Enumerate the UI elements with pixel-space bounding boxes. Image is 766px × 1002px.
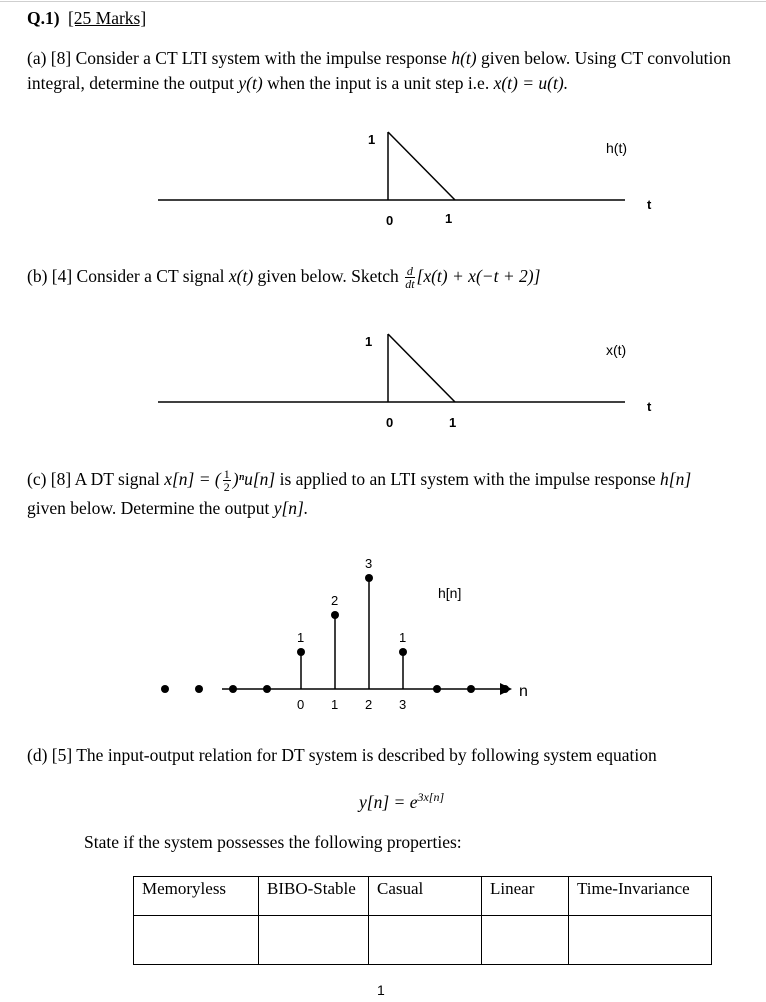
zero-sample-dot <box>161 685 169 693</box>
page-number: 1 <box>377 982 385 998</box>
properties-answer-row <box>134 916 712 965</box>
axis-variable-label: t <box>647 399 652 414</box>
tick-label-0: 0 <box>386 415 394 430</box>
header-casual: Casual <box>369 877 482 916</box>
answer-cell-bibo-stable[interactable] <box>259 916 369 965</box>
part-b-plot <box>0 322 766 432</box>
header-bibo-stable: BIBO-Stable <box>259 877 369 916</box>
answer-cell-memoryless[interactable] <box>134 916 259 965</box>
part-a-line-2: integral, determine the output y(t) when the input is a unit step i.e. x(t) = u(t). <box>27 73 569 93</box>
part-a-equation: x(t) = u(t). <box>493 73 569 93</box>
stem-dot <box>331 611 339 619</box>
part-d-equation: $y[n] = e^{3x[n]}$ <box>359 790 445 812</box>
part-a-plot <box>0 120 766 230</box>
stem-value-label: 3 <box>365 556 373 571</box>
question-number: Q.1) <box>27 8 60 28</box>
stem-dot <box>399 648 407 656</box>
axis-variable-label: n <box>519 683 528 700</box>
part-b-line: (b) [4] Consider a CT signal x(t) given below. Sketch $\frac{d}{dt}$ [x(t) + x(−t + 2)] <box>27 264 541 292</box>
top-rule <box>0 1 766 2</box>
part-c-line-2: given below. Determine the output y[n]. <box>27 498 309 518</box>
question-header <box>27 5 146 31</box>
tick-label-1: 1 <box>449 415 457 430</box>
zero-sample-dot <box>263 685 271 693</box>
plot-label: h(t) <box>606 140 627 156</box>
properties-table <box>133 876 712 965</box>
answer-cell-casual[interactable] <box>369 916 482 965</box>
tick-label: 2 <box>365 697 373 712</box>
plot-label: h[n] <box>438 585 462 601</box>
part-d-instruction: State if the system possesses the following properties: <box>84 832 462 852</box>
peak-label: 1 <box>365 334 373 349</box>
tick-label: 0 <box>297 697 305 712</box>
header-linear: Linear <box>482 877 569 916</box>
zero-sample-dot <box>433 685 441 693</box>
zero-sample-dot <box>501 685 509 693</box>
axis-variable-label: t <box>647 197 652 212</box>
tick-label: 1 <box>331 697 339 712</box>
peak-label: 1 <box>368 132 376 147</box>
derivative-fraction: $\frac{d}{dt}$ <box>405 264 415 292</box>
question-marks: [25 Marks] <box>67 8 147 28</box>
part-a-line-1: (a) [8] Consider a CT LTI system with the impulse response h(t) given below. Using CT convolution <box>27 48 731 68</box>
ramp-down-line <box>388 132 455 200</box>
answer-cell-linear[interactable] <box>482 916 569 965</box>
zero-sample-dot <box>229 685 237 693</box>
header-time-invariance: Time-Invariance <box>569 877 712 916</box>
part-d-line: (d) [5] The input-output relation for DT system is described by following system equation <box>27 745 657 765</box>
zero-sample-dot <box>467 685 475 693</box>
part-c-line-1: (c) [8] A DT signal x[n] = ( $\frac{1}{2}$ )ⁿu[n] is applied to an LTI system with the impulse response h[n] <box>27 467 692 495</box>
tick-label-1: 1 <box>445 211 453 226</box>
properties-header-row <box>134 877 712 916</box>
stem-dot <box>365 574 373 582</box>
header-memoryless: Memoryless <box>134 877 259 916</box>
answer-cell-time-invariance[interactable] <box>569 916 712 965</box>
stem-dot <box>297 648 305 656</box>
h-n-stem-plot <box>0 540 766 710</box>
stem-value-label: 2 <box>331 593 339 608</box>
zero-sample-dot <box>195 685 203 693</box>
plot-label: x(t) <box>606 342 627 358</box>
stem-value-label: 1 <box>399 630 407 645</box>
tick-label-0: 0 <box>386 213 394 228</box>
ramp-down-line <box>388 334 455 402</box>
tick-label: 3 <box>399 697 407 712</box>
stem-value-label: 1 <box>297 630 305 645</box>
